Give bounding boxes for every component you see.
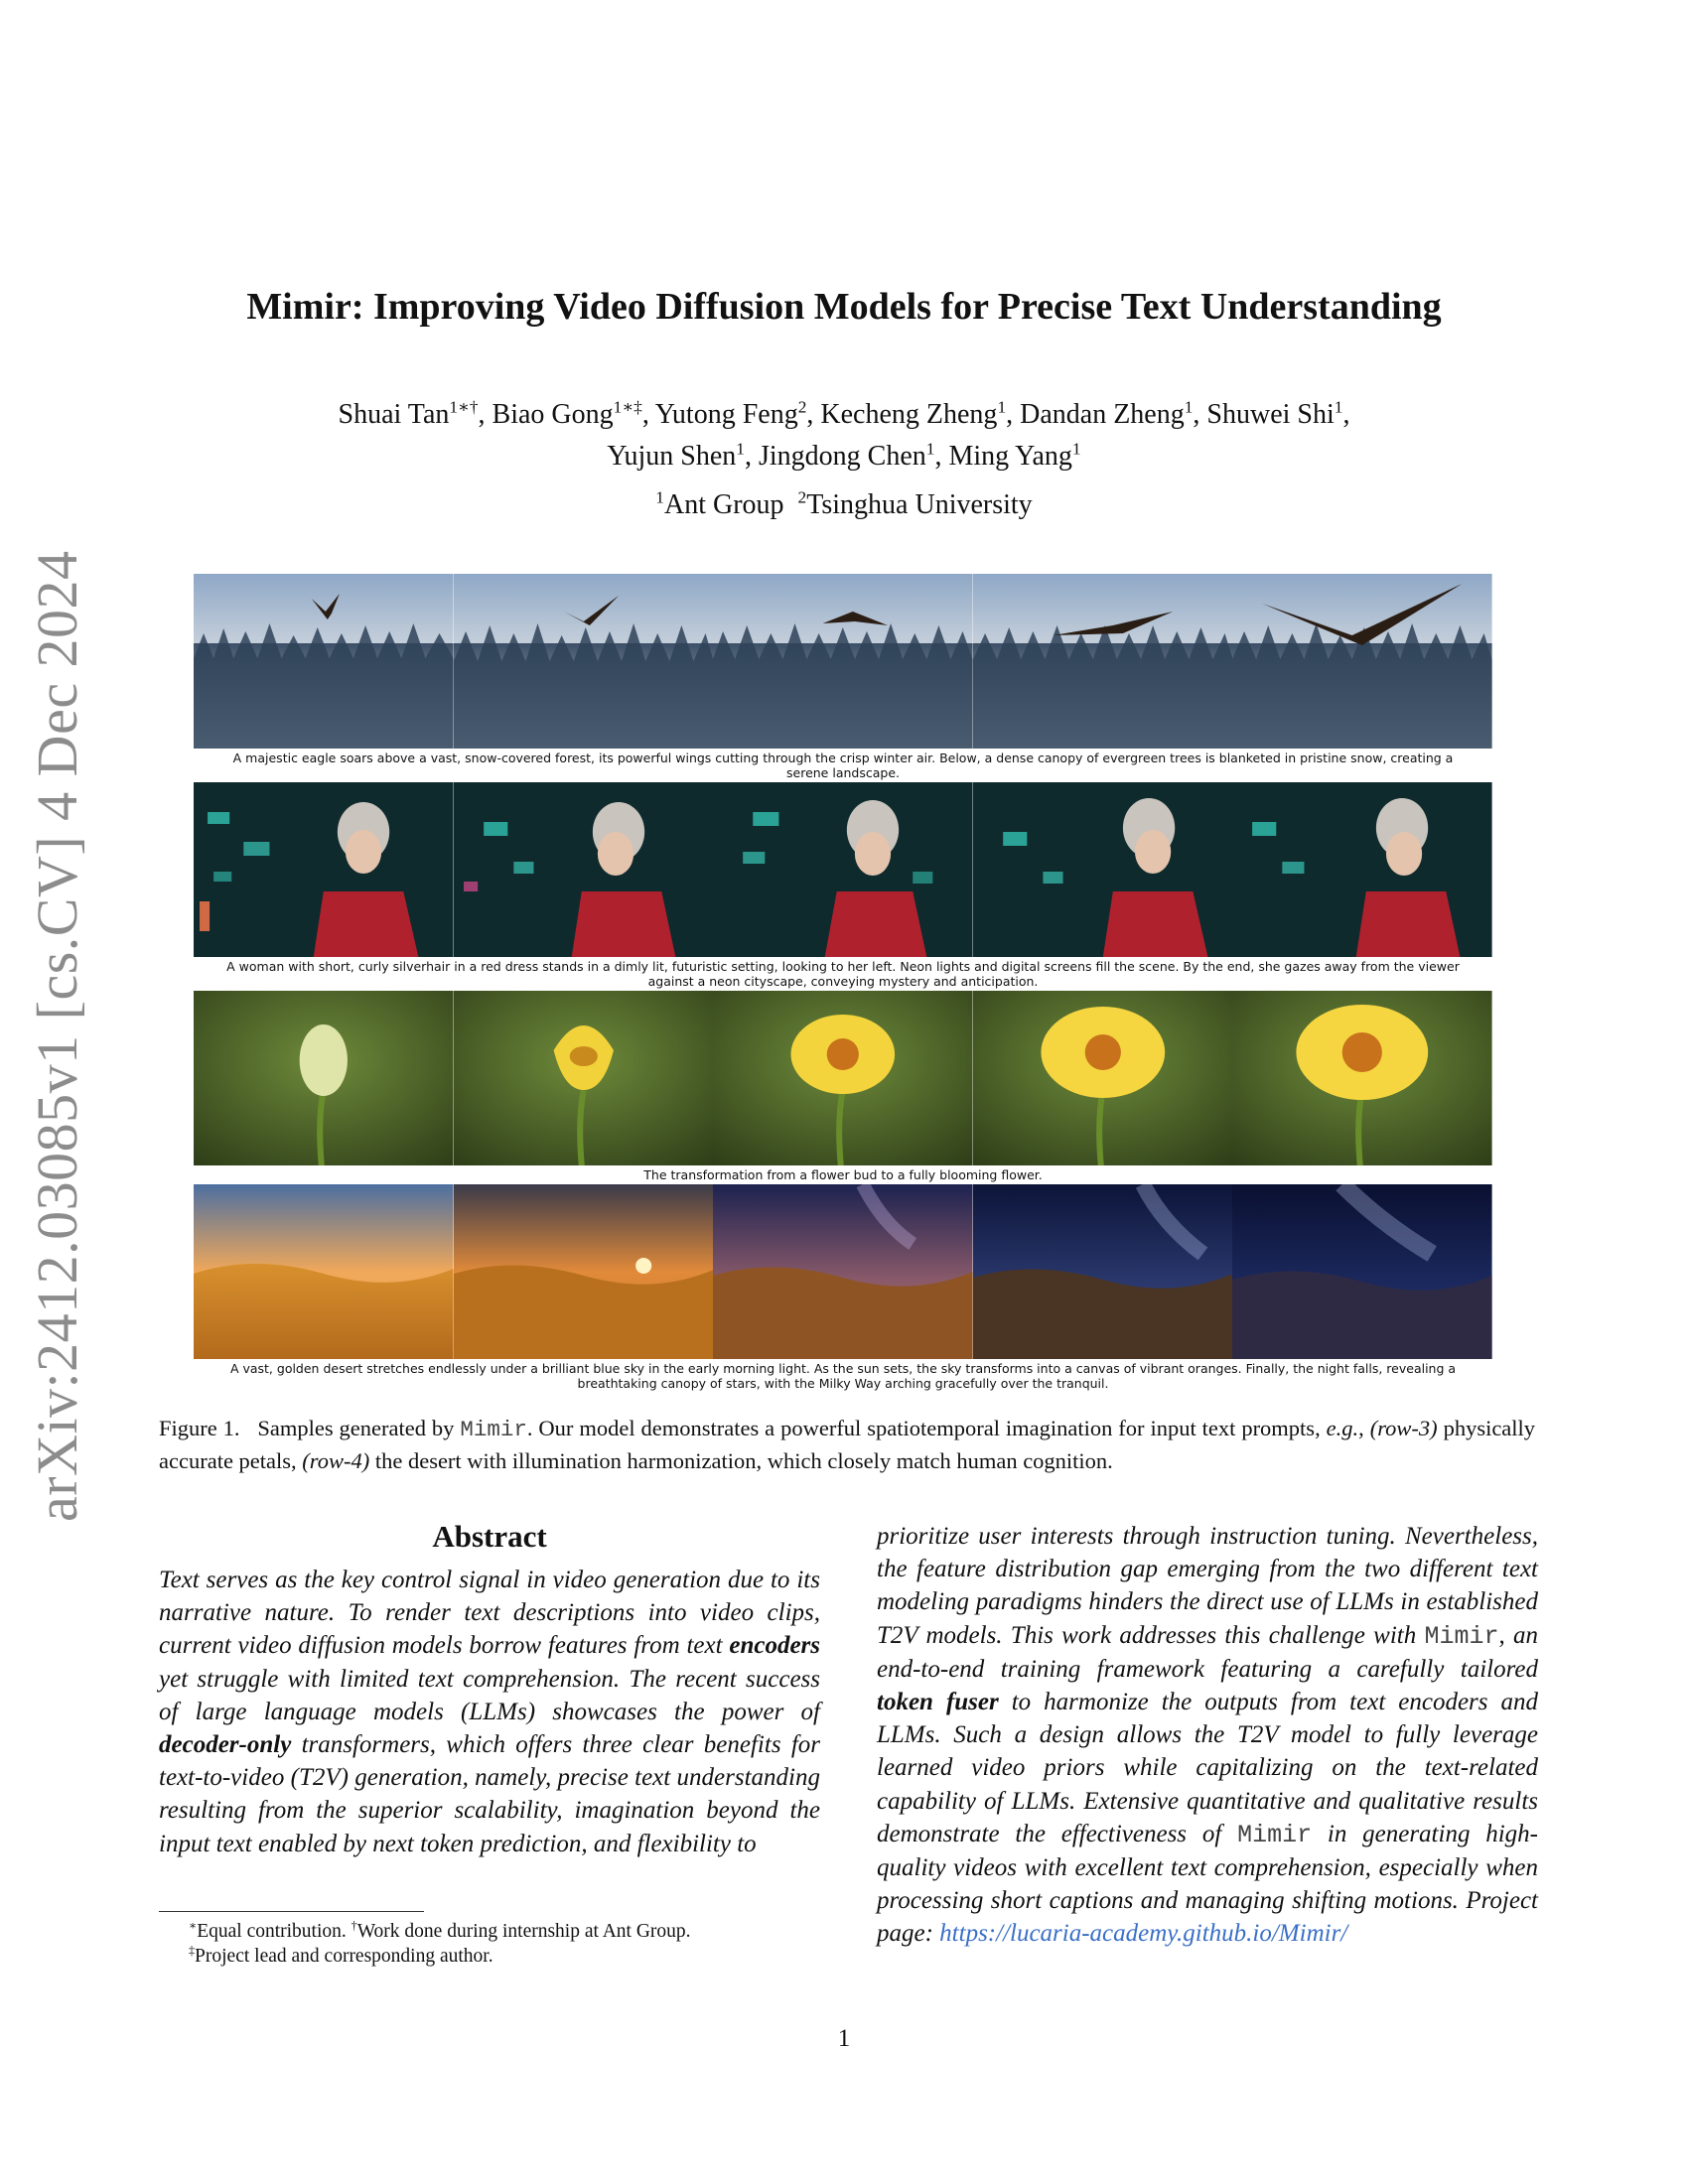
frame-row-caption: A woman with short, curly silverhair in a red dress stands in a dimly lit, futuristic setting, looking to her left. Neon lights and digital screens fill the scene. By the end, she gazes away from the viewer against a neon cityscape, conveying mystery and anticipation. <box>226 959 1460 989</box>
author-affiliation-mark: 1 <box>1071 439 1081 459</box>
caption-text: physically accurate petals, <box>159 1416 1536 1473</box>
footnote-divider <box>159 1911 424 1912</box>
frame-row-woman <box>194 782 1492 957</box>
caption-text: . Our model demonstrates a powerful spatiotemporal imagination for input text prompts, <box>526 1416 1321 1440</box>
footnotes <box>159 1919 814 1969</box>
video-frame <box>973 991 1233 1165</box>
page-number: 1 <box>837 2025 851 2052</box>
video-frame <box>713 1184 973 1359</box>
footnote-mark: † <box>351 1918 357 1933</box>
abstract-text: prioritize user interests through instruction tuning. Nevertheless, the feature distribution gap emerging from the two different text modeling paradigms hinders the direct use of LLMs in established T2V models. This work addresses this challenge with <box>877 1523 1538 1649</box>
author-name: Shuwei Shi <box>1206 399 1335 430</box>
video-frame <box>194 1184 454 1359</box>
affiliation-name: Tsinghua University <box>806 489 1033 520</box>
frame-row-flower <box>194 991 1492 1165</box>
video-frame <box>1232 1184 1492 1359</box>
video-frame <box>973 574 1233 749</box>
abstract-text: yet struggle with limited text comprehension. The recent success of large language models (LLMs) showcases the power of <box>159 1665 820 1725</box>
frame-row-eagle <box>194 574 1492 749</box>
figure-label: Figure 1. <box>159 1416 240 1440</box>
affiliations <box>0 484 1688 526</box>
model-name: Mimir <box>460 1417 527 1442</box>
author-affiliation-mark: 1 <box>736 439 745 459</box>
author-name: Ming Yang <box>948 441 1072 472</box>
paper-title: Mimir: Improving Video Diffusion Models for Precise Text Understanding <box>246 286 1442 328</box>
author-affiliation-mark: 2 <box>797 397 807 417</box>
video-frame <box>194 991 454 1165</box>
video-frame <box>973 782 1233 957</box>
video-frame <box>1232 782 1492 957</box>
abstract-heading: Abstract <box>432 1519 547 1554</box>
footnote-text: Equal contribution. <box>197 1921 347 1942</box>
abstract-text: , an end-to-end training framework featuring a carefully tailored <box>877 1621 1539 1683</box>
author-affiliation-mark: 1∗‡ <box>613 397 642 417</box>
video-frame <box>454 991 714 1165</box>
figure-caption <box>159 1413 1535 1477</box>
caption-text: (row-3) <box>1369 1416 1438 1440</box>
abstract-text-left-column <box>159 1564 820 1860</box>
video-frame <box>713 782 973 957</box>
abstract-text: to harmonize the outputs from text encoders and LLMs. Such a design allows the T2V model to fully leverage learned video priors while capitalizing on the text-related capability of LLMs. Extensive quantitative and qualitative results demonstrate the effectiveness of <box>877 1689 1539 1847</box>
video-frame <box>454 574 714 749</box>
abstract-text: encoders <box>729 1632 820 1660</box>
author-affiliation-mark: 1 <box>1334 397 1343 417</box>
video-frame <box>973 1184 1233 1359</box>
video-frame <box>194 782 454 957</box>
author-name: Kecheng Zheng <box>820 399 998 430</box>
arxiv-identifier-stamp: arXiv:2412.03085v1 [cs.CV] 4 Dec 2024 <box>25 550 89 1522</box>
video-frame <box>713 991 973 1165</box>
affiliation-name: Ant Group <box>663 489 784 520</box>
author-affiliation-mark: 1 <box>997 397 1007 417</box>
video-frame <box>454 1184 714 1359</box>
frame-row-caption: A majestic eagle soars above a vast, snow-covered forest, its powerful wings cutting through the crisp winter air. Below, a dense canopy of evergreen trees is blanketed in pristine snow, creating a serene landscape. <box>232 751 1454 780</box>
caption-text: Samples generated by <box>257 1416 455 1440</box>
author-name: Jingdong Chen <box>758 441 926 472</box>
caption-text: e.g. <box>1326 1416 1359 1440</box>
author-affiliation-mark: 1 <box>1184 397 1194 417</box>
author-name: Yutong Feng <box>654 399 798 430</box>
abstract-text: transformers, which offers three clear benefits for text-to-video (T2V) generation, namely, precise text understanding resulting from the superior scalability, imagination beyond the input text enabled by next token prediction, and flexibility to <box>159 1731 820 1857</box>
author-name: Biao Gong <box>492 399 614 430</box>
abstract-text: token fuser <box>877 1689 999 1716</box>
footnote <box>159 1919 814 1944</box>
abstract-text: decoder-only <box>159 1731 292 1759</box>
project-page-link[interactable]: https://lucaria-academy.github.io/Mimir/ <box>939 1920 1348 1948</box>
abstract-text: Text serves as the key control signal in video generation due to its narrative nature. To render text descriptions into video clips, current video diffusion models borrow features from text <box>159 1567 820 1660</box>
affiliation-mark: 1 <box>655 487 664 507</box>
affiliation-mark: 2 <box>797 487 807 507</box>
author-affiliation-mark: 1 <box>925 439 935 459</box>
footnote-text: Work done during internship at Ant Group. <box>356 1921 691 1942</box>
footnote <box>159 1944 814 1969</box>
frame-row-desert <box>194 1184 1492 1359</box>
author-name: Shuai Tan <box>338 399 450 430</box>
video-frame <box>713 574 973 749</box>
frame-row-caption: A vast, golden desert stretches endlessly under a brilliant blue sky in the early morning light. As the sun sets, the sky transforms into a canvas of vibrant oranges. Finally, the night falls, revealing a breathtaking canopy of stars, with the Milky Way arching gracefully over the tranquil. <box>229 1361 1457 1391</box>
video-frame <box>1232 991 1492 1165</box>
abstract-text-right-column <box>877 1520 1538 1951</box>
caption-text: the desert with illumination harmonization, which closely match human cognition. <box>374 1448 1113 1473</box>
footnote-mark: ∗ <box>189 1918 198 1933</box>
author-list: Shuai Tan$^{1∗\dagger}$, Biao Gong$^{1∗\ddagger}$, Yutong Feng$^2$, Kecheng Zheng$^1$, Dandan Zheng$^1$, Shuwei Shi$^1$, Yujun Shen$^1$, Jingdong Chen$^1$, Ming Yang$^1$ <box>338 397 1350 472</box>
caption-text: (row-4) <box>302 1448 370 1473</box>
model-name: Mimir <box>1424 1621 1499 1651</box>
footnote-text: Project lead and corresponding author. <box>195 1946 493 1967</box>
figure-1 <box>194 574 1492 1391</box>
author-affiliation-mark: 1∗† <box>449 397 479 417</box>
caption-text: , <box>1358 1416 1364 1440</box>
video-frame <box>1232 574 1492 749</box>
video-frame <box>454 782 714 957</box>
abstract-text: in generating high-quality videos with excellent text comprehension, especially when processing short captions and managing shifting motions. Project page: <box>877 1820 1539 1948</box>
author-name: Dandan Zheng <box>1020 399 1185 430</box>
video-frame <box>194 574 454 749</box>
frame-row-caption: The transformation from a flower bud to a fully blooming flower. <box>643 1167 1043 1182</box>
footnote-mark: ‡ <box>189 1943 196 1958</box>
author-name: Yujun Shen <box>607 441 737 472</box>
model-name: Mimir <box>1237 1820 1313 1849</box>
